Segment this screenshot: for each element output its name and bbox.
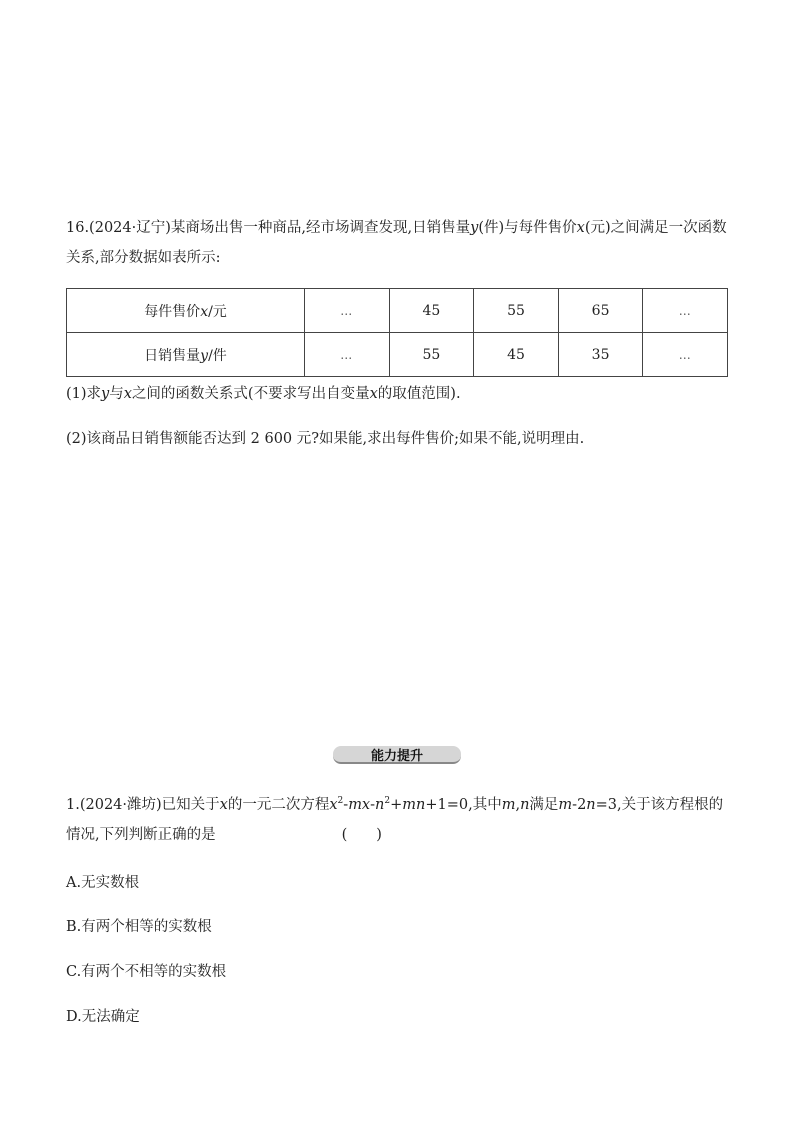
table-cell: …	[643, 333, 728, 377]
table-cell: …	[643, 289, 728, 333]
q1-var: m	[558, 797, 573, 813]
sub1-text: 的取值范围).	[377, 386, 461, 402]
table-row-price	[67, 289, 728, 333]
q16-mid-text-1: (件)与每件售价	[478, 220, 577, 236]
q16-mid-text-2: (元)之间满足一次函数关系,部分数据如表所示:	[66, 220, 727, 266]
q1-var: n	[520, 797, 530, 813]
q1-exponent: 2	[384, 796, 391, 807]
q1-text: =3,关于该方程根的情况,下列判断正确的是	[66, 797, 724, 843]
row-header-price-label: 每件售价	[144, 303, 201, 320]
sub1-text: 与	[109, 386, 124, 402]
q1-var: x	[219, 797, 228, 813]
q1-var: x	[329, 797, 338, 813]
row-header-price-var: x	[200, 303, 209, 320]
row-header-price	[67, 289, 305, 333]
option-d: D.无法确定	[66, 1009, 140, 1025]
table-cell: …	[305, 333, 390, 377]
section-title: 能力提升	[370, 749, 423, 764]
q1-text: +1=0,其中	[425, 797, 502, 813]
sub1-text: 之间的函数关系式(不要求写出自变量	[131, 386, 370, 402]
q1-text: 的一元二次方程	[227, 797, 330, 813]
option-a: A.无实数根	[66, 875, 140, 891]
q16-lead-text: 16.(2024·辽宁)某商场出售一种商品,经市场调查发现,日销售量	[66, 220, 471, 236]
table-cell: 65	[558, 289, 643, 333]
sub-question-1	[66, 379, 730, 409]
q1-var: m	[501, 797, 516, 813]
sub1-var-x: x	[369, 386, 378, 402]
q1-op: +	[390, 797, 403, 813]
q1-var: mx	[348, 797, 371, 813]
answer-blank: ( )	[341, 827, 382, 843]
table-row-sales	[67, 333, 728, 377]
q1-op: -	[343, 797, 349, 813]
q1-op: -	[370, 797, 376, 813]
q1-text: 1.(2024·潍坊)已知关于	[66, 797, 220, 813]
sub1-text: (1)求	[66, 386, 102, 402]
q1-var: n	[586, 797, 596, 813]
price-sales-table	[66, 288, 728, 377]
sub1-var-x: x	[123, 386, 132, 402]
q16-var-x: x	[576, 220, 585, 236]
row-header-price-unit: /元	[208, 303, 227, 320]
q1-var: mn	[402, 797, 426, 813]
q1-var: n	[375, 797, 385, 813]
row-header-sales	[67, 333, 305, 377]
table-cell: 35	[558, 333, 643, 377]
option-b: B.有两个相等的实数根	[66, 919, 212, 935]
table-cell: 45	[474, 333, 559, 377]
q1-text: ,	[515, 797, 521, 813]
q1-op: -2	[572, 797, 587, 813]
sub-question-2: (2)该商品日销售额能否达到 2 600 元?如果能,求出每件售价;如果不能,说明理由.	[66, 431, 585, 447]
row-header-sales-label: 日销售量	[144, 347, 201, 364]
q1-text: 满足	[529, 797, 559, 813]
table-cell: 45	[389, 289, 474, 333]
question-1-stem	[66, 790, 730, 850]
q16-var-y: y	[470, 220, 479, 236]
sub1-var-y: y	[101, 386, 110, 402]
table-cell: …	[305, 289, 390, 333]
q1-exponent: 2	[337, 796, 344, 807]
row-header-sales-unit: /件	[208, 347, 227, 364]
table-cell: 55	[474, 289, 559, 333]
table-cell: 55	[389, 333, 474, 377]
section-banner	[333, 743, 461, 763]
question-16-stem	[66, 213, 730, 273]
row-header-sales-var: y	[200, 347, 209, 364]
option-c: C.有两个不相等的实数根	[66, 964, 227, 980]
